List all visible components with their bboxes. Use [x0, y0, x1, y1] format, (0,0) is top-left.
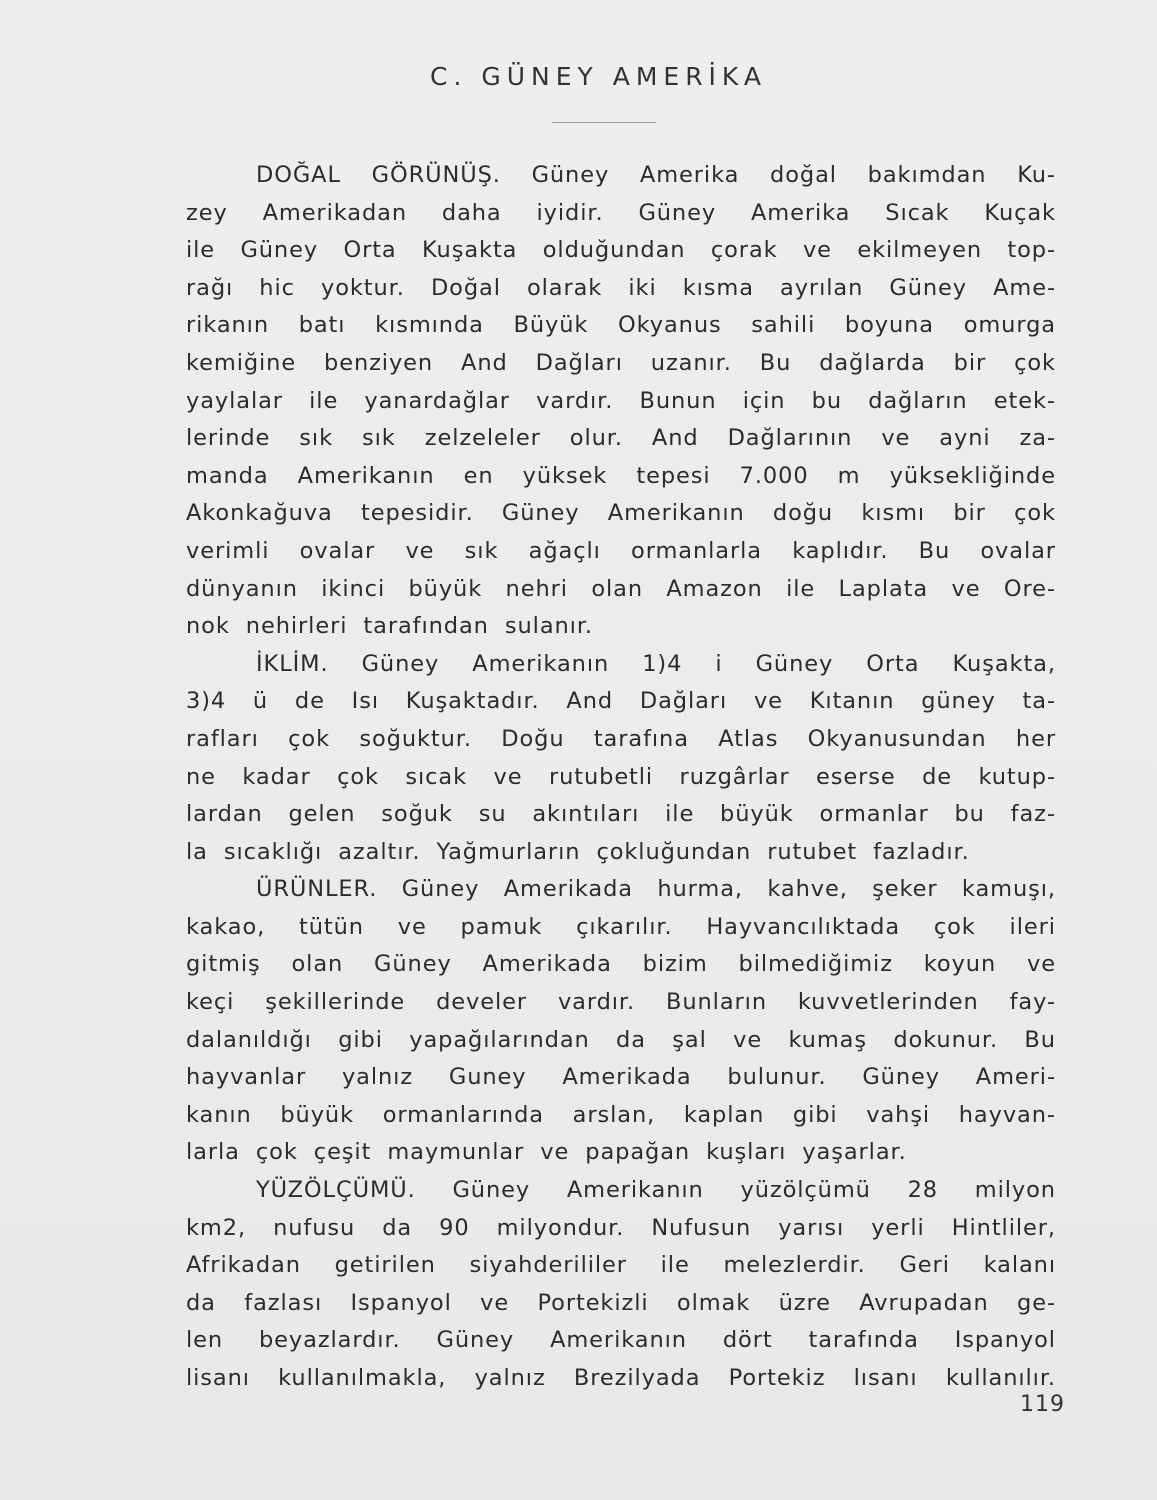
word: len [186, 1327, 224, 1354]
word: Ku- [1017, 162, 1056, 188]
word: gelen [288, 801, 356, 828]
word: Güney [889, 274, 967, 301]
word: Hayvancılıktada [706, 913, 901, 940]
word: ovalar [299, 537, 376, 564]
word: Akonkağuva [186, 500, 333, 527]
word: lerinde [186, 425, 271, 452]
text-line [186, 759, 1056, 797]
word: İKLİM. [256, 650, 329, 677]
text-line [186, 533, 1056, 571]
word: da [382, 1214, 413, 1241]
word: keçi [186, 989, 235, 1016]
word: tepesidir. [360, 500, 474, 527]
word: için [742, 387, 786, 414]
word: yanardağlar [364, 387, 510, 414]
word: bulunur. [727, 1064, 827, 1091]
text-line [186, 1322, 1056, 1360]
word: lardan [186, 801, 263, 828]
word: Doğal [430, 274, 501, 301]
word: ve [802, 237, 832, 264]
word: ruzgârlar [679, 763, 790, 790]
word: rafları [186, 725, 259, 752]
word: kumaş [788, 1026, 867, 1053]
word: Ispanyol [954, 1327, 1056, 1354]
word: rikanın [186, 312, 269, 339]
word: Orta [866, 650, 920, 677]
word: kaplan [683, 1101, 765, 1128]
text-line [186, 1059, 1056, 1097]
word: Doğu [501, 725, 565, 752]
word: soğuk [381, 801, 453, 828]
word: ağaçlı [528, 537, 601, 564]
word: sık [299, 425, 334, 452]
word: Orta [343, 237, 397, 264]
text-line [186, 571, 1056, 609]
text-line [186, 871, 1056, 909]
body-text [186, 157, 1056, 1398]
word: ikinci [321, 575, 386, 602]
word: Brezilyada [573, 1365, 701, 1391]
word: Amerikanın [566, 1177, 704, 1204]
word: Kuşakta [422, 237, 518, 264]
word: doğu [772, 500, 834, 527]
word: Amerikanın [472, 650, 610, 677]
word: iyidir. [536, 199, 604, 226]
word: Geri [899, 1252, 950, 1279]
word: ve [480, 1289, 510, 1316]
word: Avrupadan [859, 1289, 989, 1316]
word: ve [951, 575, 981, 602]
text-line [186, 1360, 1056, 1398]
word: And [651, 425, 699, 452]
word: Dağları [639, 688, 728, 715]
word: her [1015, 725, 1056, 752]
word: çok [1014, 500, 1056, 527]
word: Güney [361, 650, 440, 677]
word: milyondur. [496, 1214, 625, 1241]
word: Büyük [513, 312, 589, 339]
word: nufusu [273, 1214, 356, 1241]
word: ovalar [980, 537, 1056, 564]
word: çok [933, 913, 976, 940]
word: ayni [939, 425, 991, 452]
text-line [186, 984, 1056, 1022]
word: ge- [1017, 1289, 1056, 1316]
word: YÜZÖLÇÜMÜ. [256, 1177, 416, 1204]
word: Amerikadan [262, 199, 407, 226]
text-line: la sıcaklığı azaltır. Yağmurların çokluğundan rutubet fazladır. [186, 838, 970, 865]
word: Güney [240, 237, 319, 264]
word: koyun [923, 951, 997, 978]
word: doğal [770, 162, 837, 188]
word: milyon [974, 1177, 1056, 1204]
word: Ispanyol [350, 1289, 452, 1316]
title-divider [552, 122, 656, 123]
word: Guney [448, 1064, 527, 1091]
word: yalnız [341, 1064, 414, 1091]
word: bu [954, 801, 985, 828]
word: gibi [792, 1101, 838, 1128]
word: yalnız [474, 1365, 546, 1391]
word: ormanlar [819, 801, 929, 828]
word: yoktur. [320, 274, 405, 301]
word: etek- [993, 387, 1056, 414]
word: hic [259, 274, 295, 301]
word: Amerikada [562, 1064, 692, 1091]
word: şal [672, 1026, 707, 1053]
text-line: larla çok çeşit maymunlar ve papağan kuşları yaşarlar. [186, 1139, 907, 1166]
word: Portekizli [537, 1289, 649, 1316]
word: şekillerinde [265, 989, 406, 1016]
word: yerli [871, 1214, 925, 1241]
word: And [461, 349, 508, 376]
word: de [922, 763, 953, 790]
word: Amerika [639, 162, 740, 188]
text-line [186, 683, 1056, 721]
text-line [186, 946, 1056, 984]
word: büyük [408, 575, 483, 602]
word: vahşi [866, 1101, 931, 1128]
word: lısanı [853, 1365, 918, 1391]
text-line [186, 1022, 1056, 1060]
word: iki [628, 274, 657, 301]
word: Kuşaktadır. [405, 688, 540, 715]
word: olarak [526, 274, 603, 301]
word: Bunların [666, 989, 767, 1016]
word: da [186, 1289, 216, 1316]
word: melezlerdir. [723, 1252, 866, 1279]
word: uzanır. [650, 349, 732, 376]
word: Güney [638, 199, 717, 226]
word: Ore- [1003, 575, 1056, 602]
word: tarafında [808, 1327, 919, 1354]
word: m [837, 462, 861, 489]
word: kakao, [186, 913, 266, 940]
word: Dağlarının [727, 425, 853, 452]
word: ormanlarla [631, 537, 762, 564]
word: omurga [963, 312, 1056, 339]
word: ve [397, 913, 427, 940]
word: rağı [186, 274, 234, 301]
word: gibi [338, 1026, 383, 1053]
word: kuvvetlerinden [797, 989, 979, 1016]
word: ve [1026, 951, 1056, 978]
word: dünyanın [186, 575, 298, 602]
word: da [616, 1026, 646, 1053]
word: boyuna [844, 312, 934, 339]
word: kısma [682, 274, 754, 301]
word: kutup- [978, 763, 1056, 790]
word: vardır. [536, 387, 614, 414]
word: Ame- [993, 274, 1056, 301]
word: Amerikanın [607, 500, 745, 527]
word: 28 [907, 1177, 938, 1204]
word: büyük [720, 801, 794, 828]
text-line [186, 796, 1056, 834]
text-line [186, 646, 1056, 684]
word: GÖRÜNÜŞ. [371, 162, 501, 188]
word: arslan, [572, 1101, 656, 1128]
word: Bu [1024, 1026, 1056, 1053]
word: yapağılarından [409, 1026, 590, 1053]
text-line [186, 458, 1056, 496]
text-line [186, 383, 1056, 421]
word: fazlası [244, 1289, 323, 1316]
text-line [186, 721, 1056, 759]
word: kullanılmakla, [278, 1365, 447, 1391]
word: Amerikada [503, 876, 633, 903]
text-line [186, 307, 1056, 345]
word: benziyen [324, 349, 434, 376]
word: ile [186, 237, 216, 264]
word: ve [405, 537, 435, 564]
word: olan [591, 575, 643, 602]
word: daha [441, 199, 502, 226]
text-line [186, 157, 1056, 195]
word: yaylalar [186, 387, 283, 414]
word: Dağları [535, 349, 623, 376]
text-line [186, 1210, 1056, 1248]
word: top- [1007, 237, 1056, 264]
word: akıntıları [532, 801, 640, 828]
word: 7.000 [739, 462, 809, 489]
text-line [186, 270, 1056, 308]
word: sıcak [405, 763, 468, 790]
word: üzre [778, 1289, 831, 1316]
word: pamuk [460, 913, 543, 940]
word: Amerikada [482, 951, 612, 978]
word: kalanı [983, 1252, 1056, 1279]
word: su [478, 801, 507, 828]
word: tepesi [636, 462, 711, 489]
text-line [186, 495, 1056, 533]
word: Nufusun [651, 1214, 752, 1241]
word: kahve, [767, 876, 848, 903]
word: verimli [186, 537, 270, 564]
text-line [186, 909, 1056, 947]
word: bizim [642, 951, 708, 978]
word: getirilen [334, 1252, 436, 1279]
word: Kuçak [984, 199, 1056, 226]
word: Kıtanın [809, 688, 895, 715]
word: lisanı [186, 1365, 250, 1391]
word: Güney [401, 876, 480, 903]
word: çorak [710, 237, 778, 264]
word: ve [753, 688, 783, 715]
word: ile [660, 1252, 690, 1279]
word: ileri [1009, 913, 1056, 940]
word: ve [733, 1026, 763, 1053]
text-line [186, 195, 1056, 233]
word: de [294, 688, 325, 715]
word: olmak [676, 1289, 751, 1316]
word: dört [722, 1327, 773, 1354]
word: dağların [868, 387, 968, 414]
word: yarısı [778, 1214, 845, 1241]
word: Güney [374, 951, 452, 978]
page-number: 119 [1020, 1392, 1065, 1417]
word: ile [309, 387, 339, 414]
word: dalanıldığı [186, 1026, 312, 1053]
word: sık [464, 537, 499, 564]
text-line [186, 1247, 1056, 1285]
word: Güney [452, 1177, 531, 1204]
word: And [566, 688, 614, 715]
word: Amerikanın [550, 1327, 687, 1354]
word: fay- [1009, 989, 1056, 1016]
word: kaplıdır. [792, 537, 889, 564]
word: ormanlarında [382, 1101, 544, 1128]
word: zey [186, 199, 228, 226]
word: yüzölçümü [740, 1177, 871, 1204]
word: DOĞAL [256, 162, 341, 188]
word: sık [362, 425, 396, 452]
word: ile [786, 575, 816, 602]
word: çıkarılır. [576, 913, 673, 940]
word: Atlas [718, 725, 779, 752]
text-line [186, 1097, 1056, 1135]
word: kanın [186, 1101, 252, 1128]
word: 3)4 [186, 688, 227, 715]
word: rutubetli [548, 763, 654, 790]
word: olur. [569, 425, 623, 452]
word: nehri [505, 575, 568, 602]
word: eserse [816, 763, 896, 790]
text-line [186, 232, 1056, 270]
word: Güney [501, 500, 580, 527]
word: çok [337, 763, 379, 790]
word: dokunur. [893, 1026, 999, 1053]
word: ve [493, 763, 523, 790]
word: şeker [872, 876, 938, 903]
word: bir [953, 349, 987, 376]
word: yüksek [522, 462, 608, 489]
word: Sıcak [885, 199, 950, 226]
word: kamuşı, [961, 876, 1056, 903]
word: Hintliler, [951, 1214, 1056, 1241]
word: Amazon [666, 575, 763, 602]
word: çok [288, 725, 331, 752]
word: bilmediğimiz [738, 951, 893, 978]
word: ayrılan [780, 274, 864, 301]
word: olan [291, 951, 344, 978]
word: za- [1019, 425, 1056, 452]
word: ekilmeyen [857, 237, 982, 264]
word: Okyanusundan [807, 725, 987, 752]
text-line [186, 1285, 1056, 1323]
word: 90 [439, 1214, 470, 1241]
text-line: nok nehirleri tarafından sulanır. [186, 613, 593, 640]
word: Bu [918, 537, 951, 564]
text-line [186, 420, 1056, 458]
word: gitmiş [186, 951, 261, 978]
word: kısmında [375, 312, 484, 339]
word: Laplata [838, 575, 929, 602]
word: kısmı [861, 500, 926, 527]
word: batı [298, 312, 346, 339]
word: bir [953, 500, 986, 527]
word: büyük [280, 1101, 355, 1128]
word: ü [252, 688, 269, 715]
word: yüksekliğinde [889, 462, 1056, 489]
word: kullanılır. [945, 1365, 1056, 1391]
word: manda [186, 462, 269, 489]
word: Bunun [639, 387, 717, 414]
word: faz- [1010, 801, 1056, 828]
word: hayvanlar [186, 1064, 307, 1091]
word: güney [921, 688, 996, 715]
word: Güney [862, 1064, 940, 1091]
word: ile [665, 801, 695, 828]
word: tarafına [593, 725, 689, 752]
word: develer [436, 989, 527, 1016]
word: i [715, 650, 723, 677]
word: bu [811, 387, 842, 414]
word: en [463, 462, 494, 489]
word: Güney [436, 1327, 515, 1354]
word: vardır. [557, 989, 636, 1016]
word: bakımdan [867, 162, 987, 188]
text-line [186, 1172, 1056, 1210]
word: sahili [751, 312, 816, 339]
word: hurma, [657, 876, 743, 903]
chapter-title: C. GÜNEY AMERİKA [429, 62, 767, 91]
word: ve [881, 425, 911, 452]
word: tütün [298, 913, 364, 940]
word: zelzeleler [424, 425, 541, 452]
word: ne [186, 763, 216, 790]
text-line [186, 345, 1056, 383]
word: dağlarda [819, 349, 926, 376]
word: kadar [242, 763, 311, 790]
word: Okyanus [618, 312, 722, 339]
word: hayvan- [958, 1101, 1056, 1128]
word: çok [1014, 349, 1056, 376]
word: Amerikanın [297, 462, 435, 489]
word: Güney [755, 650, 834, 677]
word: Afrikadan [186, 1252, 301, 1279]
word: Bu [759, 349, 792, 376]
word: Kuşakta, [952, 650, 1056, 677]
word: ÜRÜNLER. [256, 876, 378, 903]
word: kemiğine [186, 349, 297, 376]
word: Portekiz [728, 1365, 826, 1391]
word: ta- [1022, 688, 1056, 715]
word: Isı [351, 688, 379, 715]
word: Ameri- [975, 1064, 1056, 1091]
word: 1)4 [642, 650, 683, 677]
word: beyazlardır. [258, 1327, 401, 1354]
word: olduğundan [542, 237, 686, 264]
word: soğuktur. [359, 725, 472, 752]
word: km2, [186, 1214, 247, 1241]
word: Güney [531, 162, 610, 188]
word: Amerika [750, 199, 851, 226]
word: siyahderililer [469, 1252, 627, 1279]
